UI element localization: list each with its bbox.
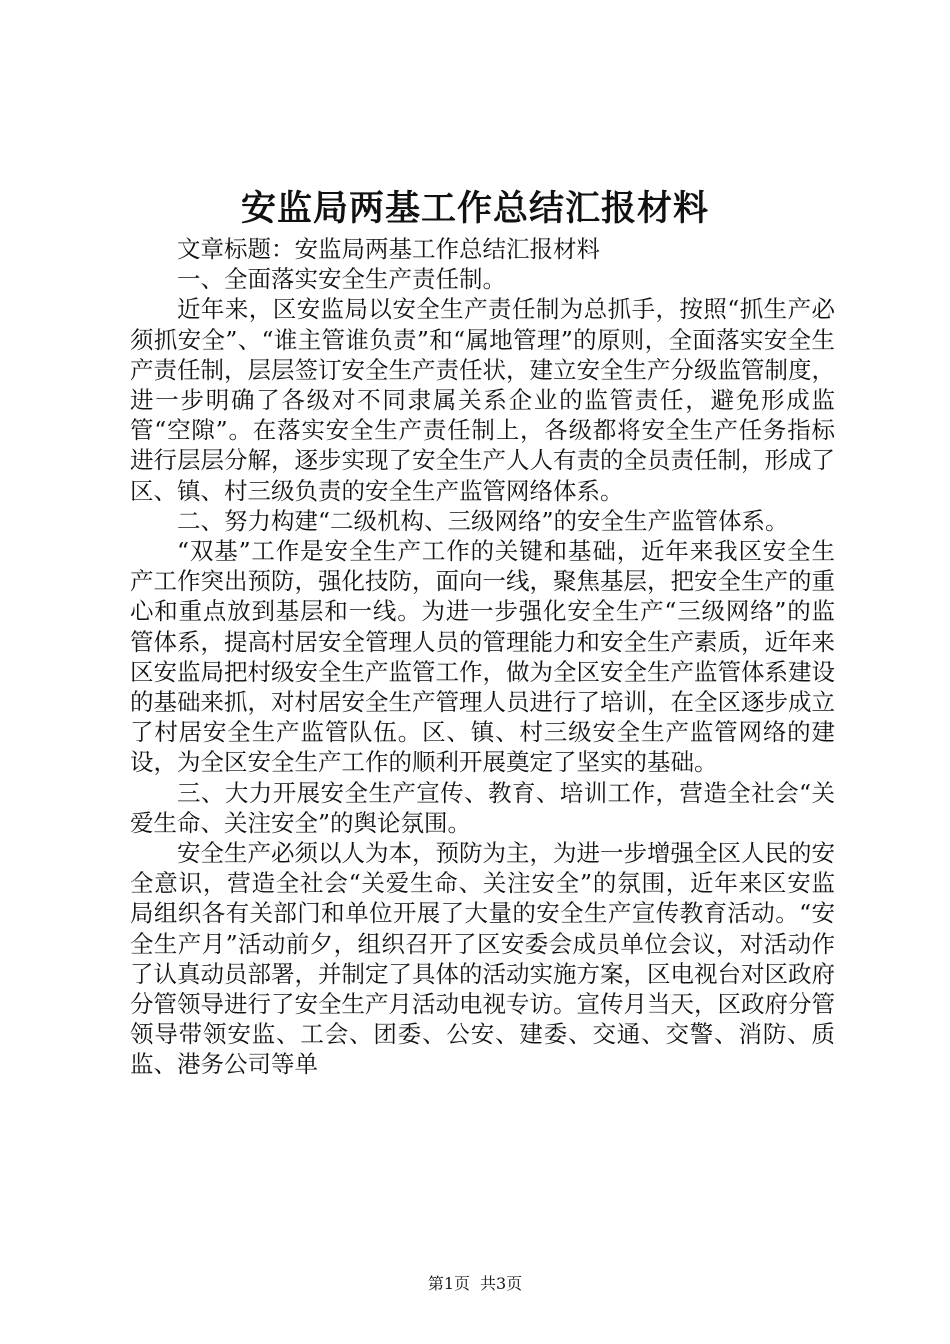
article-title-line: 文章标题：安监局两基工作总结汇报材料 [177,235,600,263]
section-heading-3: 三、大力开展安全生产宣传、教育、培训工作，营造全社会“关爱生命、关注安全”的舆论氛围。 [130,778,835,837]
section-heading-2: 二、努力构建“二级机构、三级网络”的安全生产监管体系。 [177,506,789,535]
body-paragraph-2: “双基”工作是安全生产工作的关键和基础，近年来我区安全生产工作突出预防，强化技防，面向一线，聚焦基层，把安全生产的重心和重点放到基层和一线。为进一步强化安全生产“三级网络”的监管体系，提高村居安全管理人员的管理能力和安全生产素质，近年来区安监局把村级安全生产监管工作，做为全区安全生产监管体系建设的基础来抓，对村居安全生产管理人员进行了培训，在全区逐步成立了村居安全生产监管队伍。区、镇、村三级安全生产监管网络的建设，为全区安全生产工作的顺利开展奠定了坚实的基础。 [130,537,835,777]
page-number: 第1页 [427,1274,470,1293]
page-total: 共3页 [480,1274,523,1293]
page-footer [0,1272,950,1296]
body-paragraph-1: 近年来，区安监局以安全生产责任制为总抓手，按照“抓生产必须抓安全”、“谁主管谁负责”和“属地管理”的原则，全面落实安全生产责任制，层层签订安全生产责任状，建立安全生产分级监管制度，进一步明确了各级对不同隶属关系企业的监管责任，避免形成监管“空隙”。在落实安全生产责任制上，各级都将安全生产任务指标进行层层分解，逐步实现了安全生产人人有责的全员责任制，形成了区、镇、村三级负责的安全生产监管网络体系。 [130,295,835,505]
section-heading-1: 一、全面落实安全生产责任制。 [177,265,506,294]
document-body [130,234,835,1080]
body-paragraph-3: 安全生产必须以人为本，预防为主，为进一步增强全区人民的安全意识，营造全社会“关爱生命、关注安全”的氛围，近年来区安监局组织各有关部门和单位开展了大量的安全生产宣传教育活动。“安全生产月”活动前夕，组织召开了区安委会成员单位会议，对活动作了认真动员部署，并制定了具体的活动实施方案，区电视台对区政府分管领导进行了安全生产月活动电视专访。宣传月当天，区政府分管领导带领安监、工会、团委、公安、建委、交通、交警、消防、质监、港务公司等单 [130,839,835,1079]
document-title: 安监局两基工作总结汇报材料 [240,188,709,229]
